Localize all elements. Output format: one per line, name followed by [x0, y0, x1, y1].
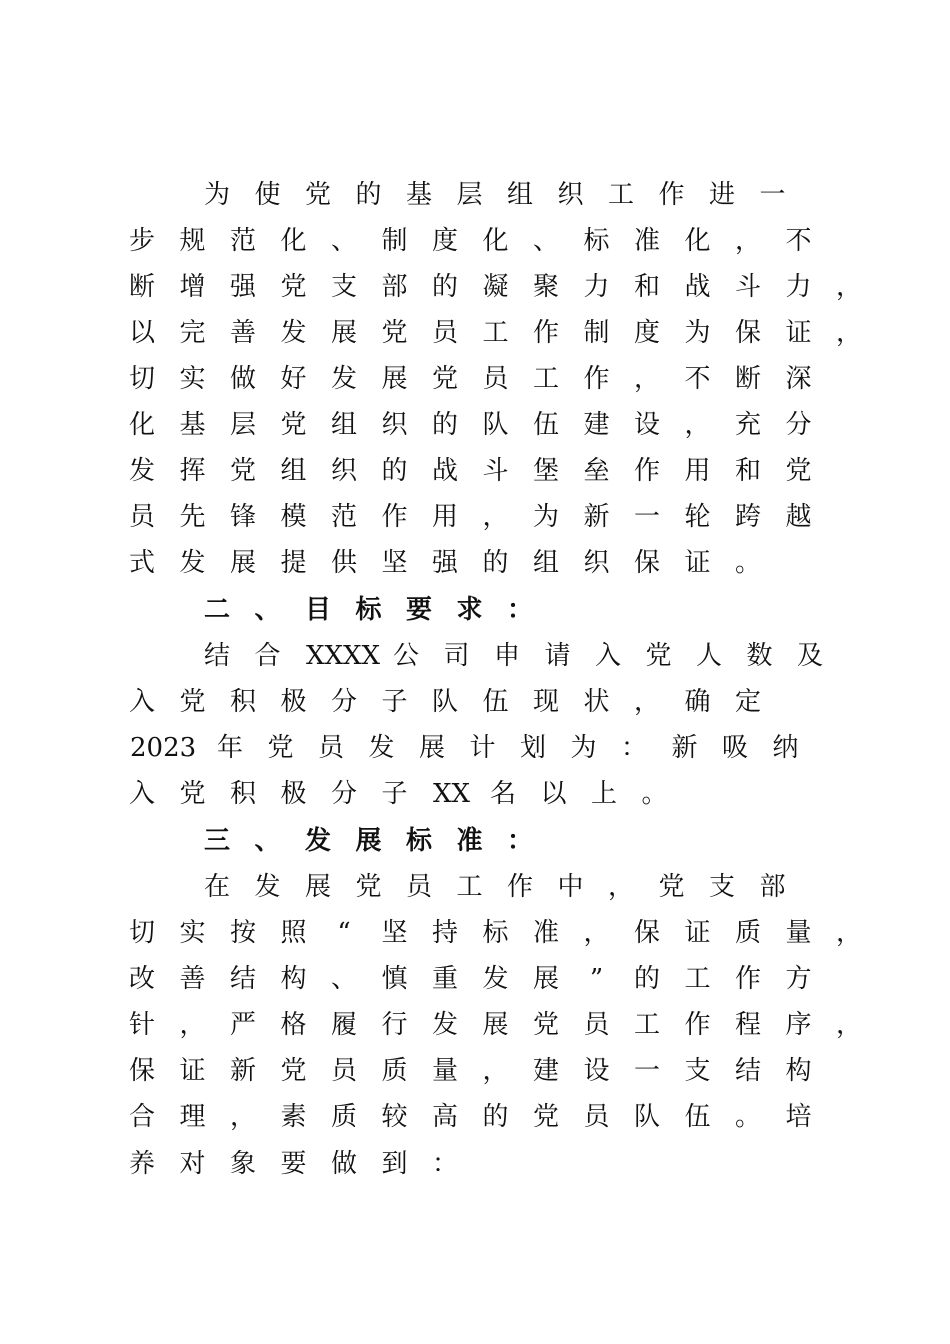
- glyph: 强: [431, 548, 458, 578]
- glyph: 量: [785, 918, 812, 948]
- glyph: 保: [128, 1056, 155, 1086]
- glyph: 结: [229, 964, 256, 994]
- glyph: 极: [280, 687, 307, 717]
- glyph: 的: [431, 272, 458, 302]
- glyph: 支: [684, 1056, 711, 1086]
- glyph: 持: [431, 918, 458, 948]
- glyph: ：: [620, 733, 647, 763]
- glyph: 为: [684, 318, 711, 348]
- glyph: ，: [583, 918, 610, 948]
- glyph: 对: [179, 1149, 206, 1179]
- glyph: 质: [734, 918, 761, 948]
- glyph: 展: [229, 548, 256, 578]
- glyph: 建: [583, 410, 610, 440]
- glyph: 建: [532, 1056, 559, 1086]
- glyph: 发: [128, 456, 155, 486]
- glyph: 党: [280, 272, 307, 302]
- glyph: 保: [633, 918, 660, 948]
- glyph: 斗: [734, 272, 761, 302]
- glyph: 保: [633, 548, 660, 578]
- glyph: 证: [684, 918, 711, 948]
- glyph: 的: [381, 456, 408, 486]
- glyph: 积: [229, 687, 256, 717]
- glyph: 不: [785, 226, 812, 256]
- glyph: 到: [381, 1149, 408, 1179]
- glyph: 标: [583, 226, 610, 256]
- glyph: 照: [280, 918, 307, 948]
- glyph: 斗: [482, 456, 509, 486]
- glyph: 供: [330, 548, 357, 578]
- glyph: 准: [532, 918, 559, 948]
- glyph: ，: [835, 318, 862, 348]
- glyph: 标: [482, 918, 509, 948]
- glyph: 纳: [772, 733, 799, 763]
- glyph: ：: [506, 826, 533, 856]
- glyph: 度: [633, 318, 660, 348]
- glyph: 的: [355, 180, 382, 210]
- glyph: 行: [381, 1010, 408, 1040]
- glyph: 党: [785, 456, 812, 486]
- glyph: 慎: [381, 964, 408, 994]
- glyph: 象: [229, 1149, 256, 1179]
- glyph: 一: [633, 1056, 660, 1086]
- glyph: 化: [684, 226, 711, 256]
- glyph: 发: [304, 826, 331, 856]
- glyph: 员: [330, 1056, 357, 1086]
- glyph: 准: [633, 226, 660, 256]
- glyph: 分: [330, 687, 357, 717]
- glyph: 队: [633, 1102, 660, 1132]
- glyph: 织: [330, 456, 357, 486]
- glyph: 组: [280, 456, 307, 486]
- glyph: 三: [203, 826, 230, 856]
- glyph: 证: [684, 548, 711, 578]
- glyph: 的: [431, 410, 458, 440]
- glyph: 部: [381, 272, 408, 302]
- glyph: 员: [128, 502, 155, 532]
- glyph: ，: [684, 410, 711, 440]
- glyph: 党: [280, 410, 307, 440]
- glyph: 及: [796, 641, 823, 671]
- glyph: 战: [431, 456, 458, 486]
- glyph: 工: [684, 964, 711, 994]
- glyph: ，: [633, 687, 660, 717]
- glyph: 织: [381, 410, 408, 440]
- glyph: 用: [684, 456, 711, 486]
- glyph: 改: [128, 964, 155, 994]
- glyph: 求: [456, 595, 483, 625]
- glyph: 支: [708, 872, 735, 902]
- glyph: 数: [746, 641, 773, 671]
- glyph: 工: [456, 872, 483, 902]
- glyph: 人: [695, 641, 722, 671]
- glyph: 组: [532, 548, 559, 578]
- glyph: 序: [785, 1010, 812, 1040]
- glyph: ，: [734, 226, 761, 256]
- glyph: 作: [684, 1010, 711, 1040]
- glyph: ”: [589, 964, 604, 994]
- glyph: ，: [835, 918, 862, 948]
- glyph: 好: [280, 364, 307, 394]
- glyph: 确: [684, 687, 711, 717]
- glyph: 使: [254, 180, 281, 210]
- glyph: 制: [381, 226, 408, 256]
- glyph: 一: [633, 502, 660, 532]
- glyph: 力: [583, 272, 610, 302]
- glyph: 准: [456, 826, 483, 856]
- glyph: 员: [405, 872, 432, 902]
- glyph: 员: [317, 733, 344, 763]
- glyph: 、: [330, 226, 357, 256]
- glyph: 员: [583, 1102, 610, 1132]
- glyph: 化: [280, 226, 307, 256]
- glyph: 积: [229, 779, 256, 809]
- glyph: 党: [179, 779, 206, 809]
- glyph: 极: [280, 779, 307, 809]
- glyph: 范: [229, 226, 256, 256]
- glyph: 伍: [482, 687, 509, 717]
- glyph: 新: [671, 733, 698, 763]
- glyph: ，: [179, 1010, 206, 1040]
- glyph: 基: [405, 180, 432, 210]
- glyph: 织: [583, 548, 610, 578]
- glyph: 履: [330, 1010, 357, 1040]
- glyph: 党: [532, 1010, 559, 1040]
- glyph: 的: [482, 1102, 509, 1132]
- glyph: 组: [330, 410, 357, 440]
- glyph: 理: [179, 1102, 206, 1132]
- glyph: 制: [583, 318, 610, 348]
- glyph: 素: [280, 1102, 307, 1132]
- glyph: 针: [128, 1010, 155, 1040]
- glyph: ，: [482, 502, 509, 532]
- glyph: 规: [179, 226, 206, 256]
- glyph: 上: [590, 779, 617, 809]
- glyph: 格: [280, 1010, 307, 1040]
- glyph: 断: [734, 364, 761, 394]
- glyph: 入: [128, 779, 155, 809]
- glyph: 和: [633, 272, 660, 302]
- glyph: 为: [203, 180, 230, 210]
- glyph: 。: [734, 548, 761, 578]
- glyph: ：: [431, 1149, 458, 1179]
- glyph: 按: [229, 918, 256, 948]
- glyph: 养: [128, 1149, 155, 1179]
- glyph: 的: [633, 964, 660, 994]
- glyph: 和: [734, 456, 761, 486]
- glyph: 越: [785, 502, 812, 532]
- glyph: 善: [179, 964, 206, 994]
- glyph: 发: [482, 964, 509, 994]
- glyph: 织: [557, 180, 584, 210]
- glyph: 展: [330, 318, 357, 348]
- glyph: 的: [482, 548, 509, 578]
- glyph: 发: [254, 872, 281, 902]
- glyph: 作: [506, 872, 533, 902]
- glyph: 作: [583, 364, 610, 394]
- glyph: 子: [381, 687, 408, 717]
- glyph: 党: [229, 456, 256, 486]
- glyph: 坚: [381, 918, 408, 948]
- glyph: 伍: [532, 410, 559, 440]
- glyph: 为: [532, 502, 559, 532]
- glyph: 构: [785, 1056, 812, 1086]
- glyph: 标: [405, 826, 432, 856]
- glyph: 锋: [229, 502, 256, 532]
- glyph: 党: [355, 872, 382, 902]
- glyph: 式: [128, 548, 155, 578]
- glyph: 党: [645, 641, 672, 671]
- glyph: 度: [431, 226, 458, 256]
- glyph: 现: [532, 687, 559, 717]
- glyph: 堡: [532, 456, 559, 486]
- glyph: 量: [431, 1056, 458, 1086]
- glyph: 跨: [734, 502, 761, 532]
- glyph: 划: [519, 733, 546, 763]
- glyph: 实: [179, 918, 206, 948]
- glyph: 增: [179, 272, 206, 302]
- glyph: 、: [532, 226, 559, 256]
- glyph: ，: [229, 1102, 256, 1132]
- glyph: 工: [482, 318, 509, 348]
- glyph: 新: [583, 502, 610, 532]
- glyph: 展: [381, 364, 408, 394]
- glyph: 战: [684, 272, 711, 302]
- glyph: 名: [489, 779, 516, 809]
- glyph: 断: [128, 272, 155, 302]
- glyph: 作: [658, 180, 685, 210]
- glyph: ：: [506, 595, 533, 625]
- glyph: 要: [280, 1149, 307, 1179]
- glyph: 质: [330, 1102, 357, 1132]
- glyph: 党: [267, 733, 294, 763]
- glyph: 合: [254, 641, 281, 671]
- glyph: 展: [482, 1010, 509, 1040]
- glyph: 公: [392, 641, 419, 671]
- glyph: 重: [431, 964, 458, 994]
- glyph: 分: [330, 779, 357, 809]
- glyph: 深: [785, 364, 812, 394]
- glyph: 作: [633, 456, 660, 486]
- glyph: 年: [216, 733, 243, 763]
- glyph: 。: [734, 1102, 761, 1132]
- glyph: 发: [280, 318, 307, 348]
- glyph: 部: [759, 872, 786, 902]
- glyph: 队: [482, 410, 509, 440]
- glyph: 党: [280, 1056, 307, 1086]
- glyph: 聚: [532, 272, 559, 302]
- glyph: 挥: [179, 456, 206, 486]
- glyph: 二: [203, 595, 230, 625]
- glyph: 司: [443, 641, 470, 671]
- glyph: 以: [128, 318, 155, 348]
- glyph: 党: [658, 872, 685, 902]
- glyph: 队: [431, 687, 458, 717]
- glyph: 发: [179, 548, 206, 578]
- glyph: “: [337, 918, 351, 948]
- glyph: 吸: [721, 733, 748, 763]
- glyph: 模: [280, 502, 307, 532]
- glyph: 作: [381, 502, 408, 532]
- glyph: 用: [431, 502, 458, 532]
- glyph: 垒: [583, 456, 610, 486]
- glyph: XX: [433, 779, 471, 809]
- glyph: 步: [128, 226, 155, 256]
- glyph: 强: [229, 272, 256, 302]
- glyph: 作: [532, 318, 559, 348]
- glyph: 层: [456, 180, 483, 210]
- glyph: 程: [734, 1010, 761, 1040]
- glyph: 保: [734, 318, 761, 348]
- glyph: 发: [330, 364, 357, 394]
- glyph: 坚: [381, 548, 408, 578]
- glyph: 展: [532, 964, 559, 994]
- glyph: 标: [355, 595, 382, 625]
- glyph: 组: [506, 180, 533, 210]
- glyph: 状: [583, 687, 610, 717]
- glyph: 支: [330, 272, 357, 302]
- glyph: 子: [381, 779, 408, 809]
- glyph: 展: [355, 826, 382, 856]
- glyph: 为: [570, 733, 597, 763]
- glyph: 先: [179, 502, 206, 532]
- glyph: 化: [482, 226, 509, 256]
- glyph: 力: [785, 272, 812, 302]
- glyph: ，: [607, 872, 634, 902]
- glyph: 合: [128, 1102, 155, 1132]
- glyph: 。: [641, 779, 668, 809]
- glyph: ，: [482, 1056, 509, 1086]
- glyph: 展: [418, 733, 445, 763]
- glyph: 、: [254, 595, 281, 625]
- glyph: 入: [594, 641, 621, 671]
- glyph: 证: [785, 318, 812, 348]
- glyph: 范: [330, 502, 357, 532]
- glyph: 请: [544, 641, 571, 671]
- glyph: 化: [128, 410, 155, 440]
- glyph: 质: [381, 1056, 408, 1086]
- glyph: 定: [734, 687, 761, 717]
- glyph: 进: [708, 180, 735, 210]
- glyph: 证: [179, 1056, 206, 1086]
- glyph: 基: [179, 410, 206, 440]
- glyph: 做: [330, 1149, 357, 1179]
- glyph: 在: [203, 872, 230, 902]
- glyph: 员: [482, 364, 509, 394]
- glyph: 较: [381, 1102, 408, 1132]
- glyph: 切: [128, 364, 155, 394]
- glyph: 党: [179, 687, 206, 717]
- glyph: 、: [254, 826, 281, 856]
- glyph: 高: [431, 1102, 458, 1132]
- glyph: 结: [734, 1056, 761, 1086]
- glyph: 完: [179, 318, 206, 348]
- glyph: 分: [785, 410, 812, 440]
- glyph: 要: [405, 595, 432, 625]
- glyph: 新: [229, 1056, 256, 1086]
- glyph: 目: [304, 595, 331, 625]
- glyph: 工: [633, 1010, 660, 1040]
- glyph: 以: [540, 779, 567, 809]
- glyph: 构: [280, 964, 307, 994]
- glyph: 方: [785, 964, 812, 994]
- glyph: 提: [280, 548, 307, 578]
- glyph: 工: [532, 364, 559, 394]
- glyph: 充: [734, 410, 761, 440]
- glyph: 做: [229, 364, 256, 394]
- glyph: 实: [179, 364, 206, 394]
- glyph: 切: [128, 918, 155, 948]
- glyph: 设: [583, 1056, 610, 1086]
- glyph: 发: [368, 733, 395, 763]
- glyph: 计: [469, 733, 496, 763]
- glyph: 善: [229, 318, 256, 348]
- glyph: 党: [381, 318, 408, 348]
- glyph: 一: [759, 180, 786, 210]
- glyph: 设: [633, 410, 660, 440]
- glyph: XXXX: [306, 641, 381, 671]
- glyph: 凝: [482, 272, 509, 302]
- glyph: 严: [229, 1010, 256, 1040]
- glyph: 培: [785, 1102, 812, 1132]
- glyph: 结: [203, 641, 230, 671]
- glyph: 不: [684, 364, 711, 394]
- glyph: 员: [583, 1010, 610, 1040]
- glyph: 、: [330, 964, 357, 994]
- glyph: 伍: [684, 1102, 711, 1132]
- glyph: 展: [304, 872, 331, 902]
- glyph: 发: [431, 1010, 458, 1040]
- glyph: 中: [557, 872, 584, 902]
- glyph: 党: [431, 364, 458, 394]
- glyph: 工: [607, 180, 634, 210]
- glyph: 作: [734, 964, 761, 994]
- glyph: 员: [431, 318, 458, 348]
- glyph: 入: [128, 687, 155, 717]
- glyph: 层: [229, 410, 256, 440]
- glyph: 2023: [130, 733, 197, 763]
- glyph: 轮: [684, 502, 711, 532]
- glyph: ，: [835, 1010, 862, 1040]
- glyph: 党: [304, 180, 331, 210]
- glyph: ，: [835, 272, 862, 302]
- glyph: ，: [633, 364, 660, 394]
- glyph: 申: [493, 641, 520, 671]
- glyph: 党: [532, 1102, 559, 1132]
